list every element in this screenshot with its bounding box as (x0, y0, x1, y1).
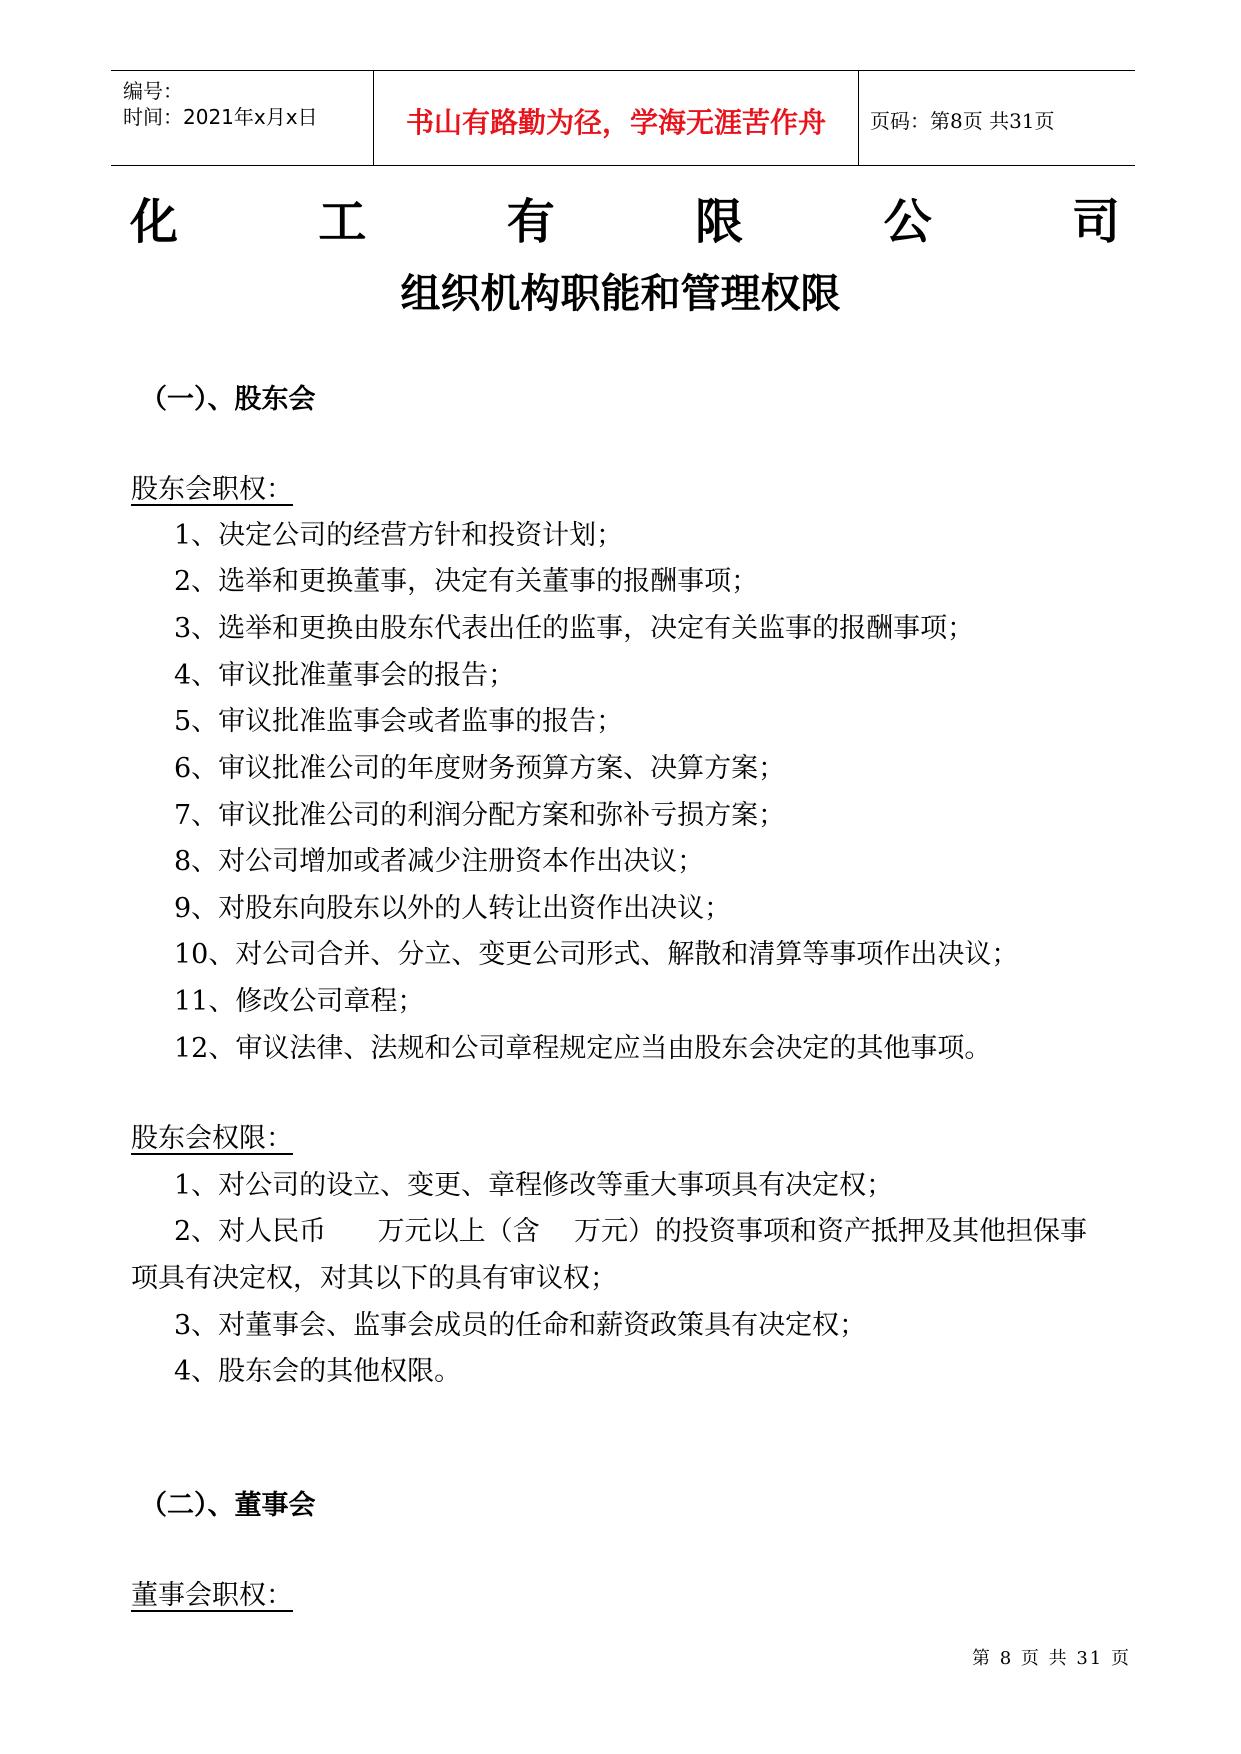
list-item: 3、选举和更换由股东代表出任的监事，决定有关监事的报酬事项； (174, 613, 975, 644)
title-char: 工 (318, 194, 367, 250)
list-item: 4、股东会的其他权限。 (174, 1356, 462, 1387)
list-item: 3、对董事会、监事会成员的任命和薪资政策具有决定权； (174, 1310, 867, 1341)
serial-label: 编号： (123, 79, 183, 103)
list-item: 2、对人民币 万元以上（含 万元）的投资事项和资产抵押及其他担保事 (174, 1216, 1088, 1247)
list-item: 5、审议批准监事会或者监事的报告； (174, 706, 624, 737)
list-item: 12、审议法律、法规和公司章程规定应当由股东会决定的其他事项。 (174, 1033, 992, 1064)
section-heading-board: （二）、董事会 (140, 1490, 316, 1521)
list-item: 4、审议批准董事会的报告； (174, 660, 516, 691)
list-item: 10、对公司合并、分立、变更公司形式、解散和清算等事项作出决议； (174, 939, 1019, 970)
list-item: 6、审议批准公司的年度财务预算方案、决算方案； (174, 753, 786, 784)
page-footer: 第 8 页 共 31 页 (972, 1648, 1131, 1669)
duties-label: 股东会职权： (131, 474, 293, 505)
title-char: 公 (883, 194, 932, 250)
title-char: 有 (506, 194, 555, 250)
list-item: 11、修改公司章程； (174, 986, 425, 1017)
header-meta-cell (111, 71, 373, 165)
date-label: 时间：2021年x月x日 (123, 105, 318, 129)
duties-label: 董事会职权： (131, 1580, 293, 1611)
page-subtitle: 组织机构职能和管理权限 (400, 271, 841, 317)
document-header (111, 70, 1135, 166)
limits-label: 股东会权限： (131, 1123, 293, 1154)
title-char: 化 (130, 194, 179, 250)
header-motto-cell (373, 71, 859, 165)
list-item: 8、对公司增加或者减少注册资本作出决议； (174, 846, 705, 877)
list-item-continuation: 项具有决定权，对其以下的具有审议权； (131, 1263, 617, 1294)
list-item: 1、决定公司的经营方针和投资计划； (174, 520, 624, 551)
title-char: 限 (695, 194, 744, 250)
title-char: 司 (1071, 194, 1120, 250)
motto: 书山有路勤为径，学海无涯苦作舟 (405, 106, 826, 139)
section-heading-shareholders: （一）、股东会 (140, 384, 316, 415)
page-title (130, 192, 1120, 252)
header-page-cell (858, 71, 1135, 165)
list-item: 9、对股东向股东以外的人转让出资作出决议； (174, 893, 732, 924)
list-item: 2、选举和更换董事，决定有关董事的报酬事项； (174, 566, 759, 597)
list-item: 1、对公司的设立、变更、章程修改等重大事项具有决定权； (174, 1170, 894, 1201)
list-item: 7、审议批准公司的利润分配方案和弥补亏损方案； (174, 800, 786, 831)
page-info: 页码：第8页 共31页 (870, 109, 1055, 133)
